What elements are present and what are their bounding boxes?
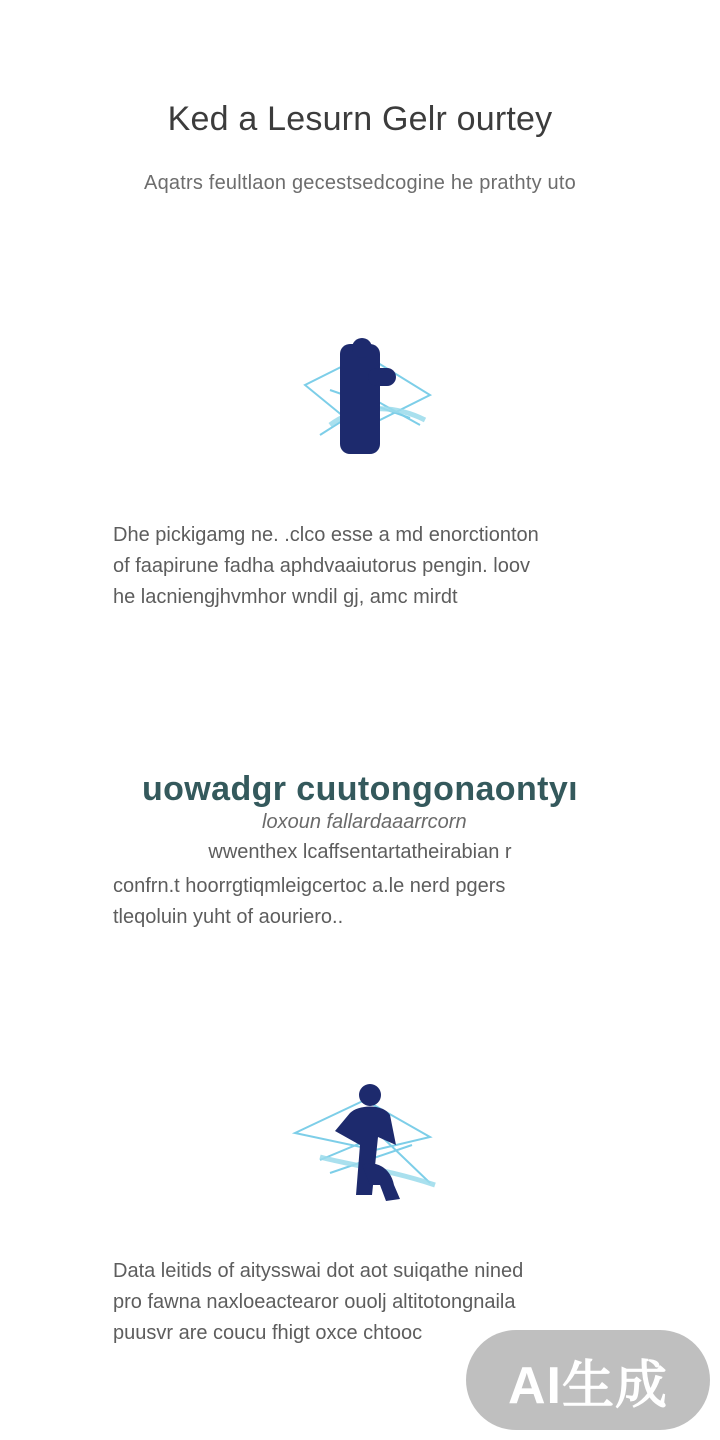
kneeling-figure-icon: [290, 1075, 460, 1215]
section-subheading: loxoun fallardaaarrcorn: [262, 811, 467, 833]
page-subtitle: Aqatrs feultlaon gecestsedcogine he prathty uto: [144, 172, 576, 194]
section-heading: uowadgr cuutongonaontyı: [141, 770, 579, 808]
section-centered-line: wwenthex lcaffsentartatheirabian r: [208, 841, 512, 863]
page-title: Ked a Lesurn Gelr ourtey: [167, 100, 553, 138]
standing-figure-icon: [290, 330, 460, 470]
ai-generated-label: AI生成: [507, 1356, 668, 1415]
ai-generated-badge: [466, 1330, 710, 1430]
section-paragraph: Data leitids of aitysswai dot aot suiqathe nined pro fawna naxloeactearor ouolj altitotongnaila puusvr are coucu fhigt oxce chtooc: [113, 1260, 524, 1344]
section-paragraph: Dhe pickigamg ne. .clco esse a md enorctionton of faapirune fadha aphdvaaiutorus pengin. loov he lacniengjhvmhor wndil gj, amc mirdt: [113, 524, 539, 608]
section-paragraph: confrn.t hoorrgtiqmleigcertoc a.le nerd pgers tleqoluin yuht of aouriero..: [113, 875, 506, 928]
